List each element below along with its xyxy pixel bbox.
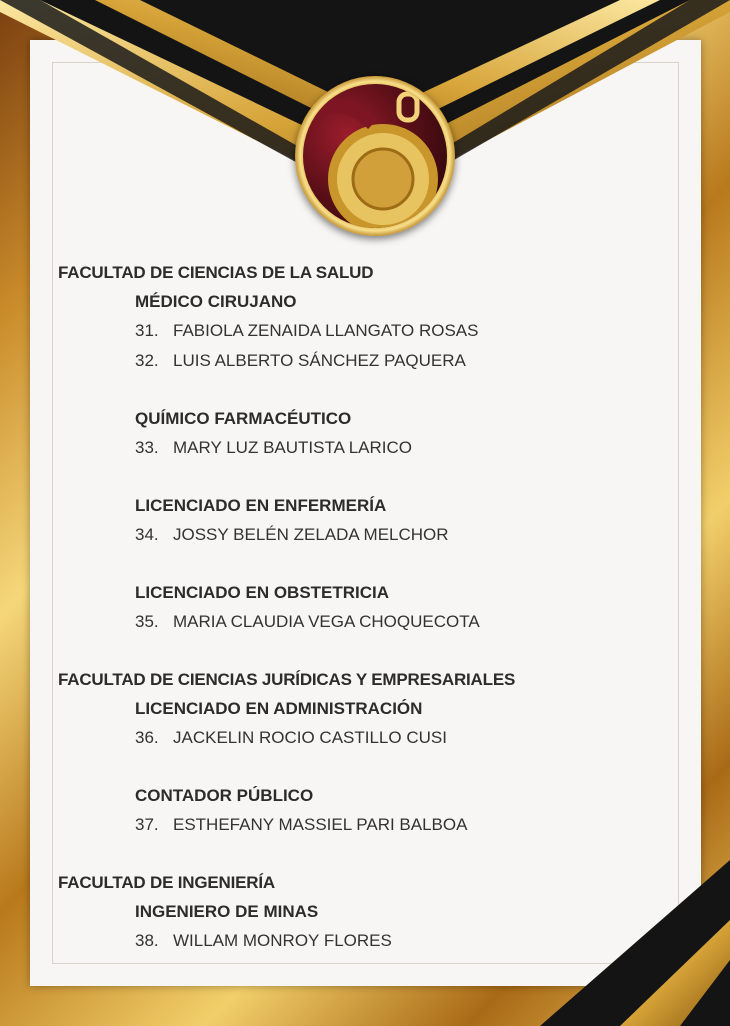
list-item xyxy=(58,723,678,753)
career-heading: MÉDICO CIRUJANO xyxy=(135,292,297,311)
list-item xyxy=(58,810,678,840)
item-number: 34. xyxy=(135,525,159,544)
graduate-name: FABIOLA ZENAIDA LLANGATO ROSAS xyxy=(173,321,479,340)
graduates-list xyxy=(58,258,678,956)
item-number: 38. xyxy=(135,931,159,950)
list-item xyxy=(58,520,678,550)
list-item xyxy=(58,607,678,637)
list-item xyxy=(58,316,678,346)
career-heading: QUÍMICO FARMACÉUTICO xyxy=(135,409,352,428)
gold-medal-icon xyxy=(303,84,447,228)
item-number: 32. xyxy=(135,351,159,370)
graduate-name: MARY LUZ BAUTISTA LARICO xyxy=(173,438,413,457)
faculty-heading: FACULTAD DE INGENIERÍA xyxy=(58,873,275,892)
graduate-name: ESTHEFANY MASSIEL PARI BALBOA xyxy=(173,815,468,834)
career-heading: INGENIERO DE MINAS xyxy=(135,902,319,921)
item-number: 36. xyxy=(135,728,159,747)
item-number: 31. xyxy=(135,321,159,340)
graduate-name: LUIS ALBERTO SÁNCHEZ PAQUERA xyxy=(173,351,466,370)
career-heading: CONTADOR PÚBLICO xyxy=(135,786,314,805)
item-number: 35. xyxy=(135,612,159,631)
graduate-name: WILLAM MONROY FLORES xyxy=(173,931,392,950)
career-heading: LICENCIADO EN ADMINISTRACIÓN xyxy=(135,699,423,718)
career-heading: LICENCIADO EN ENFERMERÍA xyxy=(135,496,387,515)
faculty-heading: FACULTAD DE CIENCIAS DE LA SALUD xyxy=(58,263,374,282)
career-heading: LICENCIADO EN OBSTETRICIA xyxy=(135,583,390,602)
item-number: 37. xyxy=(135,815,159,834)
graduate-name: JOSSY BELÉN ZELADA MELCHOR xyxy=(173,525,449,544)
list-item xyxy=(58,926,678,956)
list-item xyxy=(58,433,678,463)
faculty-heading: FACULTAD DE CIENCIAS JURÍDICAS Y EMPRESARIALES xyxy=(58,670,516,689)
list-item xyxy=(58,346,678,376)
item-number: 33. xyxy=(135,438,159,457)
graduate-name: MARIA CLAUDIA VEGA CHOQUECOTA xyxy=(173,612,480,631)
graduate-name: JACKELIN ROCIO CASTILLO CUSI xyxy=(173,728,447,747)
